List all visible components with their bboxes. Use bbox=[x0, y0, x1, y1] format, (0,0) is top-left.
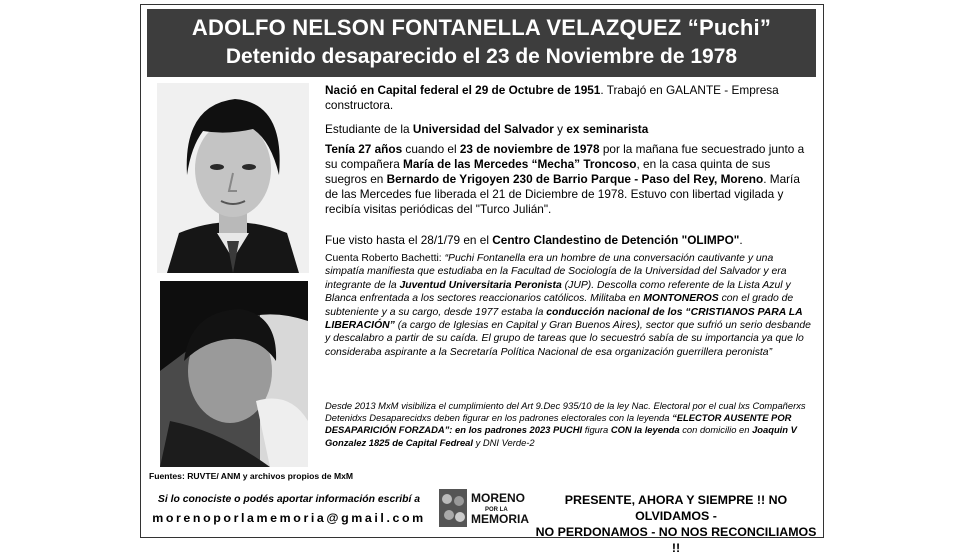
archive-photo bbox=[160, 281, 308, 467]
jup-text: Juventud Universitaria Peronista bbox=[399, 279, 562, 291]
bio-kidnapping bbox=[325, 142, 815, 217]
detention-center: Centro Clandestino de Detención "OLIMPO" bbox=[492, 233, 740, 247]
law-with-legend: CON la leyenda bbox=[610, 424, 680, 436]
logo-line-1: MORENO bbox=[471, 491, 525, 505]
slogan-line-2: NO PERDONAMOS - NO NOS RECONCILIAMOS !! bbox=[535, 525, 817, 555]
kidnap-connector: cuando el bbox=[402, 142, 460, 156]
kidnap-text: por la mañana fue secuestrado junto a su compañera bbox=[325, 142, 805, 171]
bio-birth bbox=[325, 83, 815, 113]
electoral-law-note bbox=[325, 400, 815, 449]
logo-line-2: POR LA bbox=[485, 507, 508, 513]
poster-subtitle: Detenido desaparecido el 23 de Noviembre de 1978 bbox=[225, 45, 738, 68]
studies-prefix: Estudiante de la bbox=[325, 122, 413, 136]
last-seen-suffix: . bbox=[739, 233, 743, 247]
bio-last-seen bbox=[325, 233, 815, 248]
memorial-poster bbox=[140, 4, 824, 555]
studies-joiner: y bbox=[553, 122, 567, 136]
cristianos-text: conducción nacional de los “CRISTIANOS PARA LA LIBERACIÓN” bbox=[325, 306, 803, 332]
poster-header bbox=[147, 9, 816, 77]
logo-line-3: MEMORIA bbox=[471, 512, 529, 526]
law-text-4: y DNI Verde-2 bbox=[472, 436, 535, 448]
montoneros-text: MONTONEROS bbox=[643, 293, 719, 305]
quote-text-3: con el grado de subteniente y a su cargo, desde 1977 estaba la bbox=[325, 293, 794, 318]
kidnap-address: Bernardo de Yrigoyen 230 de Barrio Parque - Paso del Rey, Moreno bbox=[386, 172, 764, 186]
birth-date-text: Nació en Capital federal el 29 de Octubre de 1951 bbox=[325, 83, 601, 97]
contact-email[interactable]: morenoporlamemoria@gmail.com bbox=[152, 511, 426, 525]
age-text: Tenía 27 años bbox=[325, 142, 403, 156]
job-text: . Trabajó en GALANTE - Empresa constructora. bbox=[325, 83, 779, 112]
law-address: Joaquin V Gonzalez 1825 de Capital Fedreal bbox=[325, 424, 797, 448]
quote-intro: Cuenta Roberto Bachetti: bbox=[325, 253, 445, 264]
kidnap-date: 23 de noviembre de 1978 bbox=[459, 142, 600, 156]
slogan-block bbox=[533, 492, 819, 556]
seminarian-text: ex seminarista bbox=[566, 122, 649, 136]
partner-name: María de las Mercedes “Mecha” Troncoso bbox=[403, 157, 637, 171]
quote-text-1: “Puchi Fontanella era un hombre de una conversación cautivante y una simpatía manifiesta que estudiaba en la Facultad de Sociología de la Universidad del Salvador y era integrante de la bbox=[325, 253, 787, 291]
contact-line: Si lo conociste o podés aportar información escribí a bbox=[157, 494, 421, 505]
last-seen-prefix: Fue visto hasta el 28/1/79 en el bbox=[325, 233, 493, 247]
contact-block bbox=[149, 492, 429, 528]
quote-text-4: (a cargo de Iglesias en Capital y Gran Buenos Aires), sector que sufrió un serio desbande y descalabro a partir de su caída. El grupo de tareas que lo secuestró sabía de su importancia ya que lo consideraba aspirante a la Secretaría Política Nacional de esa organización guerrillera peronista” bbox=[325, 320, 811, 358]
slogan-line-1: PRESENTE, AHORA Y SIEMPRE !! NO OLVIDAMOS - bbox=[564, 493, 788, 523]
location-prefix: , en la casa quinta de sus suegros en bbox=[325, 157, 771, 186]
person-name: ADOLFO NELSON FONTANELLA VELAZQUEZ “Puchi” bbox=[191, 15, 772, 40]
law-text-2: figura bbox=[582, 424, 611, 436]
moreno-memoria-logo bbox=[439, 487, 527, 529]
portrait-photo bbox=[157, 83, 309, 273]
sources-note: Fuentes: RUVTE/ ANM y archivos propios de MxM bbox=[149, 471, 354, 481]
law-text-3: con domicilio en bbox=[679, 424, 753, 436]
university-text: Universidad del Salvador bbox=[412, 122, 554, 136]
testimony-quote bbox=[325, 252, 815, 359]
law-legend: “ELECTOR AUSENTE POR DESAPARICIÓN FORZADA”: en los padrones 2023 PUCHI bbox=[325, 412, 792, 436]
bio-studies bbox=[325, 122, 815, 137]
law-text-1: Desde 2013 MxM visibiliza el cumplimiento del Art 9.Dec 935/10 de la ley Nac. Electoral por el cual lxs Compañerxs Detenidxs Desaparecidxs deben figurar en los padrones electorales con la leyenda bbox=[325, 400, 806, 424]
quote-text-2: (JUP). Descolla como referente de la Lista Azul y Blanca enfrentada a los sectores reaccionarios católicos. Militaba en bbox=[325, 279, 791, 305]
release-text: . María de las Mercedes fue liberada el 21 de Diciembre de 1978. Estuvo con libertad vigilada y recibía visitas periódicas del "Turco Julián". bbox=[325, 172, 800, 216]
